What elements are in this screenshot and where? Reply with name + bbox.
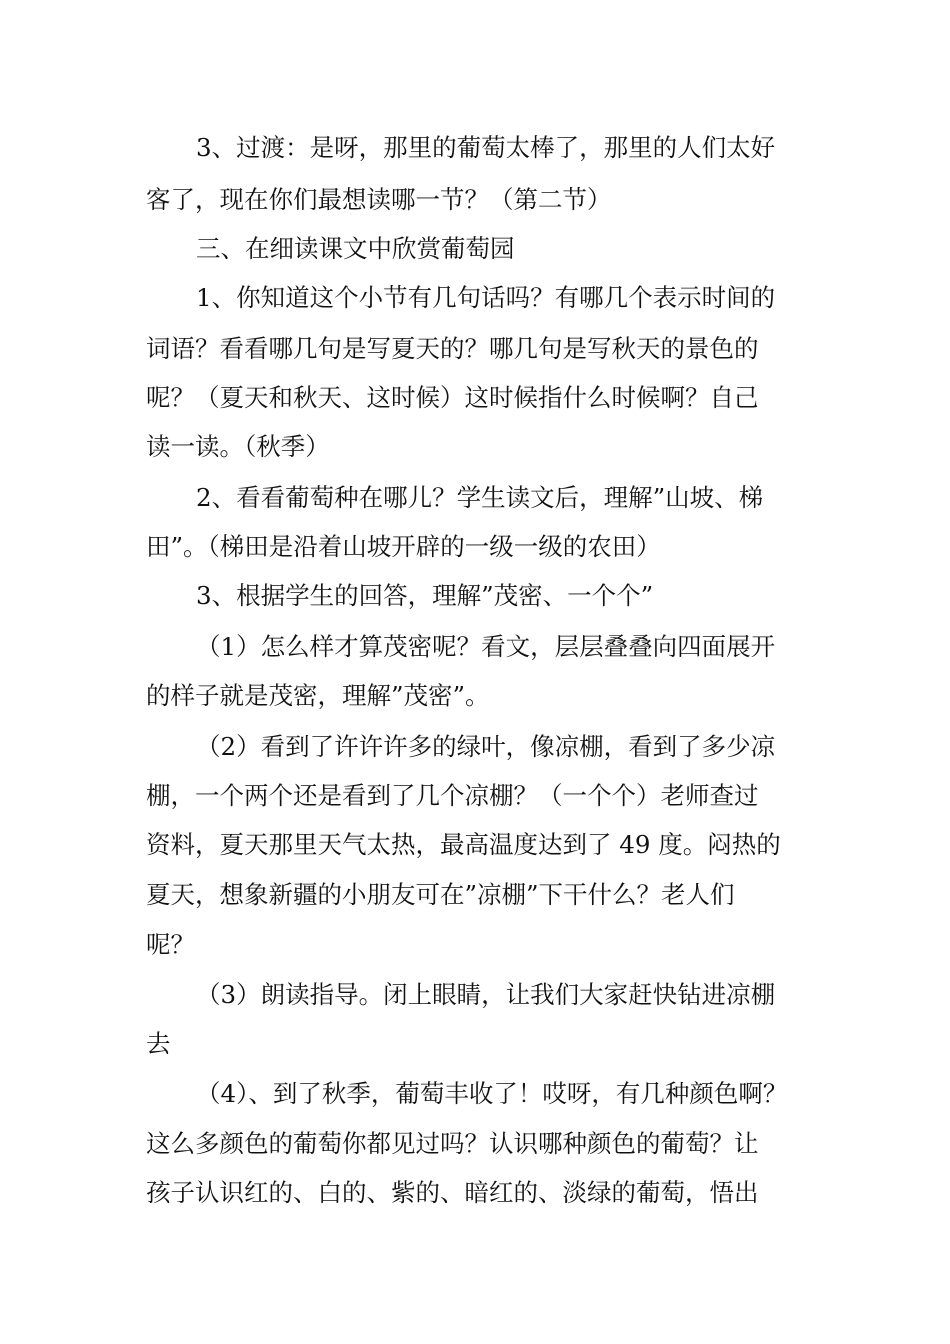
- text-line: 词语？看看哪几句是写夏天的？哪几句是写秋天的景色的: [146, 334, 759, 363]
- text-line: 夏天，想象新疆的小朋友可在”凉棚”下干什么？老人们: [146, 880, 735, 909]
- text-line: （4）、到了秋季，葡萄丰收了！哎呀，有几种颜色啊？: [196, 1079, 788, 1108]
- text-line: 棚，一个两个还是看到了几个凉棚？（一个个）老师查过: [146, 781, 759, 810]
- text-line: 去: [146, 1029, 171, 1058]
- text-line: （3）朗读指导。闭上眼睛，让我们大家赶快钻进凉棚: [196, 980, 776, 1009]
- section-heading: 三、在细读课文中欣赏葡萄园: [196, 234, 515, 263]
- text-line: 孩子认识红的、白的、紫的、暗红的、淡绿的葡萄，悟出: [146, 1178, 759, 1207]
- text-line: 这么多颜色的葡萄你都见过吗？认识哪种颜色的葡萄？让: [146, 1129, 759, 1158]
- text-line: 呢？（夏天和秋天、这时候）这时候指什么时候啊？自己: [146, 383, 759, 412]
- text-line: （1）怎么样才算茂密呢？看文，层层叠叠向四面展开: [196, 632, 776, 661]
- text-line: 的样子就是茂密，理解”茂密”。: [146, 681, 490, 710]
- text-line: （2）看到了许许许多的绿叶，像凉棚，看到了多少凉: [196, 732, 776, 761]
- text-line: 2、看看葡萄种在哪儿？学生读文后，理解”山坡、梯: [196, 483, 764, 512]
- text-line: 1、你知道这个小节有几句话吗？有哪几个表示时间的: [196, 283, 776, 312]
- text-line: 读一读。（秋季）: [146, 432, 330, 461]
- text-line: 客了，现在你们最想读哪一节？（第二节）: [146, 185, 612, 214]
- text-line: 资料，夏天那里天气太热，最高温度达到了 49 度。闷热的: [146, 830, 781, 859]
- text-line: 呢？: [146, 930, 195, 959]
- text-line: 田”。（梯田是沿着山坡开辟的一级一级的农田）: [146, 532, 661, 561]
- text-line: 3、过渡：是呀，那里的葡萄太棒了，那里的人们太好: [196, 133, 776, 162]
- text-line: 3、根据学生的回答，理解”茂密、一个个”: [196, 581, 654, 610]
